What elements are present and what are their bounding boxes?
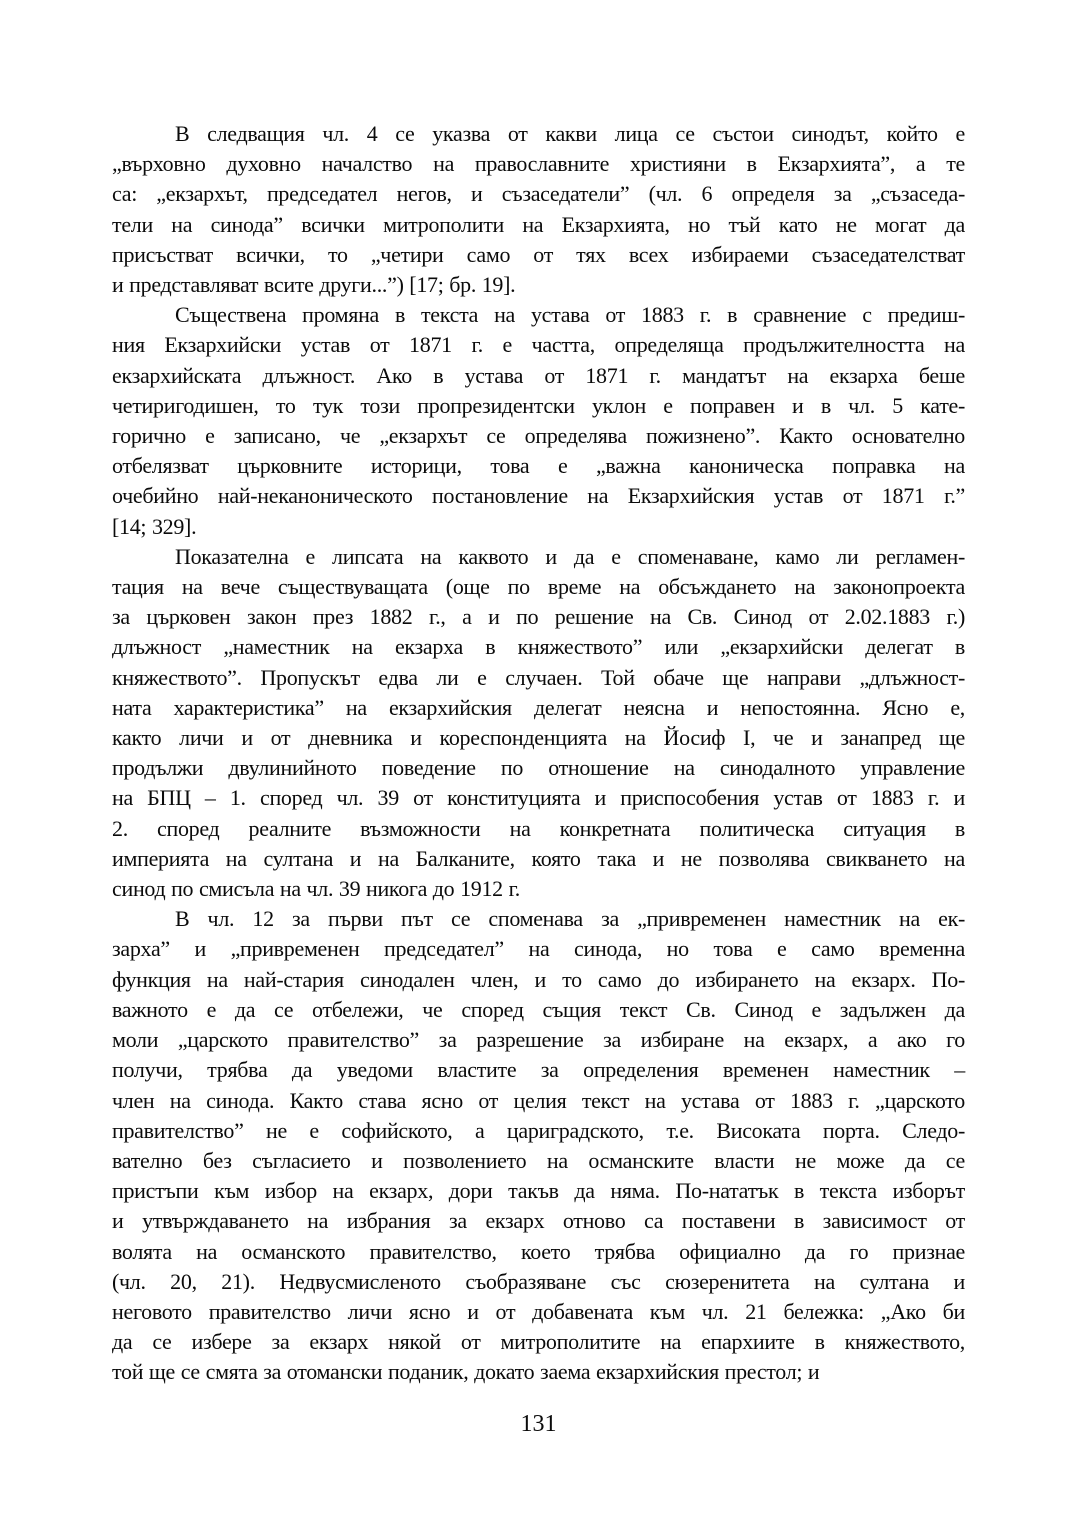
text-line: четиригодишен, то тук този пропрезидентски уклон е поправен и в чл. 5 кате- [112, 392, 965, 418]
text-line: империята на султана и на Балканите, която така и не позволява свикването на [112, 845, 965, 871]
text-line: отбелязват църковните историци, това е „важна каноническа поправка на [112, 453, 965, 479]
text-block [112, 119, 965, 1388]
page-number: 131 [520, 1411, 557, 1437]
text-line: важното е да се отбележи, че според същия текст Св. Синод е задължен да [112, 996, 965, 1022]
text-line: той ще се смята за отомански поданик, докато заема екзархийския престол; и [112, 1359, 820, 1385]
text-line: горично е записано, че „екзархът се определява пожизнено”. Както основателно [112, 423, 965, 449]
text-line: ната характеристика” на екзархийския делегат неясна и непостоянна. Ясно е, [112, 694, 965, 720]
text-line: член на синода. Както става ясно от целия текст на устава от 1883 г. „царското [112, 1087, 965, 1113]
paragraph-2 [112, 300, 965, 542]
text-line: тели на синода” всички митрополити на Екзархията, но тъй като не могат да [112, 211, 965, 237]
text-line: [14; 329]. [112, 513, 197, 539]
text-line: са: „екзархът, председател негов, и съзаседатели” (чл. 6 определя за „съзаседа- [112, 181, 965, 207]
text-line: длъжност „наместник на екзарха в княжеството” или „екзархийски делегат в [112, 634, 965, 660]
text-line: 2. според реалните възможности на конкретната политическа ситуация в [112, 815, 965, 841]
text-line: функция на най-стария синодален член, и то само до избирането на екзарх. По- [112, 966, 965, 992]
text-line: неговото правителство личи ясно и от добавената към чл. 21 бележка: „Ако би [112, 1298, 965, 1324]
text-line: Показателна е липсата на каквото и да е споменаване, камо ли регламен- [175, 543, 965, 569]
text-line: Съществена промяна в текста на устава от 1883 г. в сравнение с предиш- [175, 302, 965, 328]
text-line: присъстват всички, то „четири само от тях всех избираеми съзаседателстват [112, 241, 965, 267]
text-line: получи, трябва да уведоми властите за определения временен наместник – [112, 1057, 965, 1083]
text-line: тация на вече съществуващата (още по време на обсъждането на законопроекта [112, 574, 965, 600]
text-line: и утвърждаването на избрания за екзарх отново са поставени в зависимост от [112, 1208, 965, 1234]
text-line: „върховно духовно началство на православните християни в Екзархията”, а те [112, 151, 965, 177]
text-line: В следващия чл. 4 се указва от какви лица се състои синодът, който е [175, 121, 965, 146]
text-line: моли „царското правителство” за разрешение за избиране на екзарх, а ако го [112, 1027, 965, 1053]
paragraph-3 [112, 542, 965, 904]
paragraph-4 [112, 904, 965, 1387]
text-line: екзархийската длъжност. Ако в устава от 1871 г. мандатът на екзарха беше [112, 362, 965, 388]
text-line: княжеството”. Пропускът едва ли е случаен. Той обаче ще направи „длъжност- [112, 664, 965, 690]
text-line: синод по смисъла на чл. 39 никога до 1912 г. [112, 876, 521, 902]
text-line: правителство” не е софийското, а цариградското, т.е. Високата порта. Следо- [112, 1117, 965, 1143]
text-line: (чл. 20, 21). Недвусмисленото съобразяване със сюзеренитета на султана и [112, 1268, 965, 1294]
text-line: В чл. 12 за първи път се споменава за „привременен наместник на ек- [175, 906, 965, 932]
text-line: очебийно най-неканоническото постановление на Екзархийския устав от 1871 г.” [112, 483, 965, 509]
text-line: вателно без съгласието и позволението на османските власти не може да се [112, 1147, 965, 1173]
text-line: за църковен закон през 1882 г., а и по решение на Св. Синод от 2.02.1883 г.) [112, 604, 965, 630]
text-line: ния Екзархийски устав от 1871 г. е частта, определяща продължителността на [112, 332, 965, 358]
text-line: на БПЦ – 1. според чл. 39 от конституцията и приспособения устав от 1883 г. и [112, 785, 965, 811]
paragraph-1 [112, 119, 965, 300]
text-line: зарха” и „привременен председател” на синода, но това е само временна [112, 936, 965, 962]
text-line: както личи и от дневника и кореспонденцията на Йосиф I, че и занапред ще [112, 725, 965, 751]
text-line: продължи двулинийното поведение по отношение на синодалното управление [112, 755, 965, 781]
text-line: да се избере за екзарх някой от митрополитите на епархиите в княжеството, [112, 1329, 965, 1355]
text-line: и представляват всите други...”) [17; бр. 19]. [112, 272, 516, 298]
text-line: волята на османското правителство, което трябва официално да го признае [112, 1238, 965, 1264]
text-line: пристъпи към избор на екзарх, дори такъв да няма. По-нататък в текста изборът [112, 1178, 965, 1204]
